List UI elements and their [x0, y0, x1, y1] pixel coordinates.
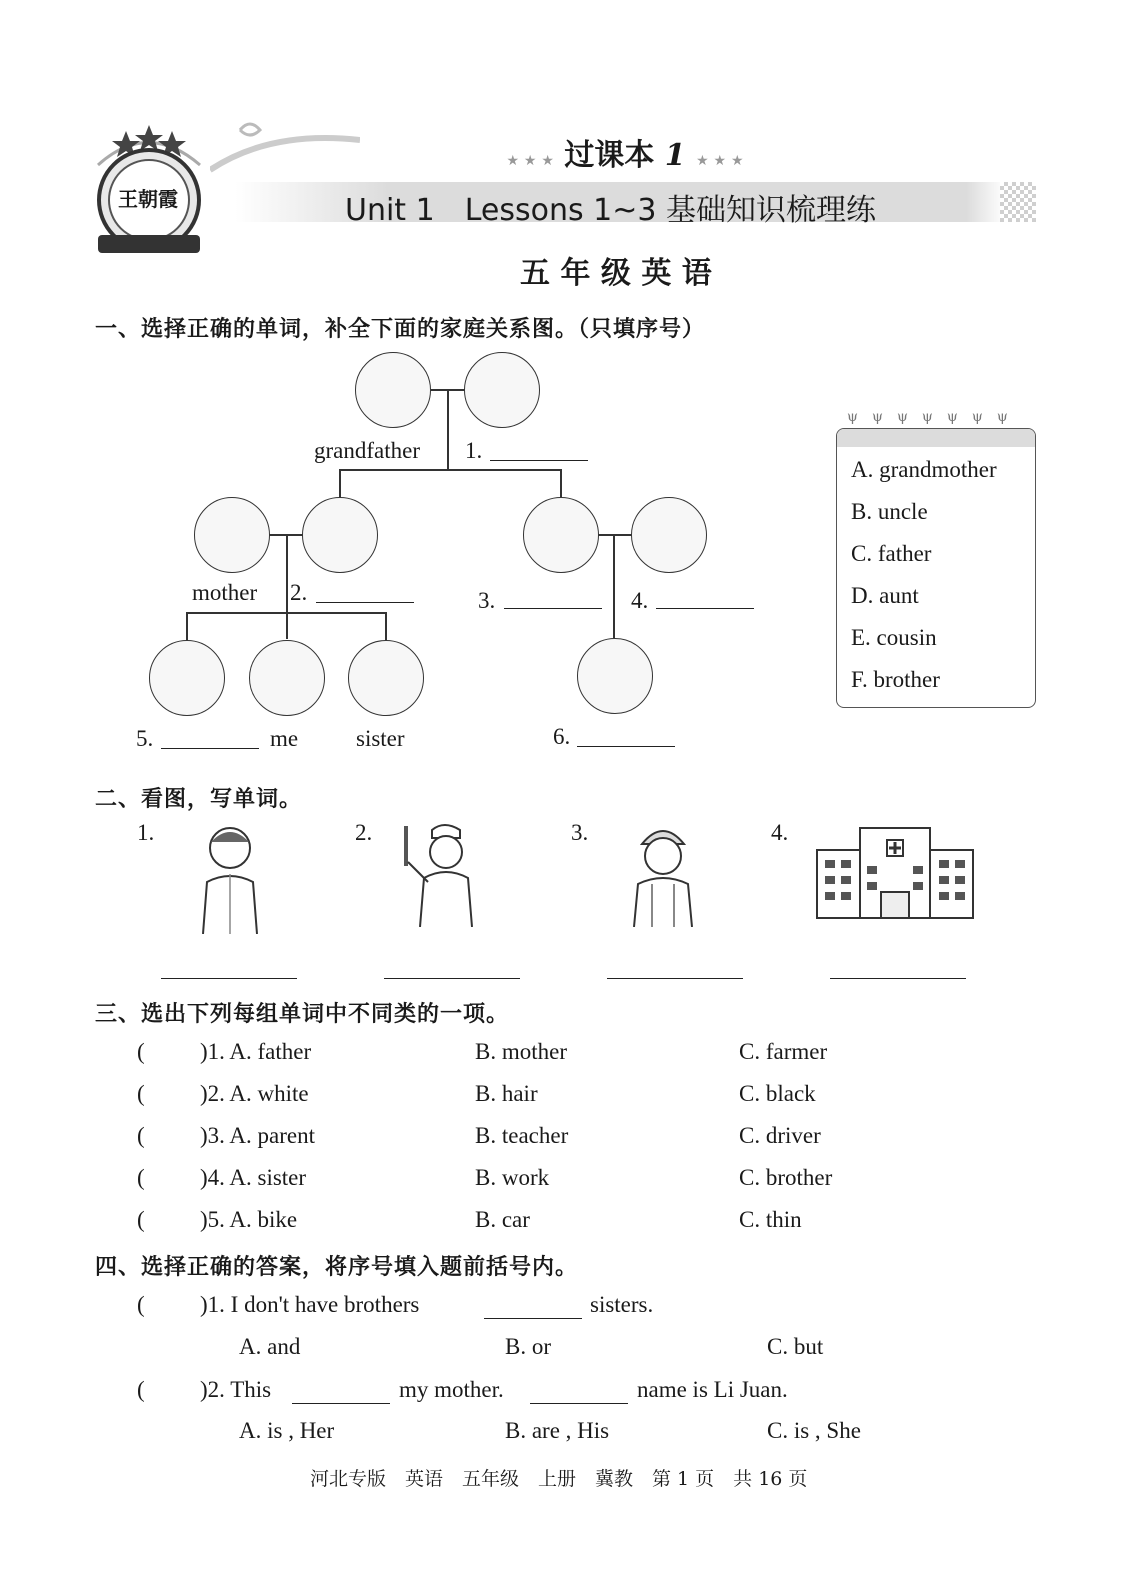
tree-line: [560, 469, 562, 497]
mc-2-question-start: )2. This: [200, 1377, 272, 1402]
answer-paren[interactable]: (: [137, 1292, 145, 1317]
options-box-header: [837, 429, 1035, 447]
series-number: 1: [664, 138, 686, 173]
option-f: F. brother: [851, 667, 940, 692]
picture-number-2: 2.: [355, 820, 373, 845]
mc-1-question-start: )1. I don't have brothers: [200, 1292, 420, 1317]
mc-2-option-c: C. is , She: [767, 1418, 861, 1443]
odd-row-4-a: )4. A. sister: [200, 1165, 307, 1190]
odd-row-5-c: C. thin: [739, 1207, 802, 1232]
tree-line: [286, 534, 288, 639]
odd-row-2-b: B. hair: [475, 1081, 538, 1106]
mc-2-option-a: A. is , Her: [239, 1418, 335, 1443]
tree-line: [186, 612, 386, 614]
odd-row-3-c: C. driver: [739, 1123, 821, 1148]
label-me: me: [270, 726, 299, 751]
answer-paren[interactable]: (: [137, 1207, 145, 1232]
tree-line: [186, 612, 188, 640]
mc-1-option-b: B. or: [505, 1334, 551, 1359]
label-sister: sister: [356, 726, 405, 751]
section-1-title: 一、选择正确的单词，补全下面的家庭关系图。（只填序号）: [95, 317, 706, 342]
label-grandfather: grandfather: [314, 438, 420, 463]
odd-row-1-a: )1. A. father: [200, 1039, 312, 1064]
sprout-decoration: ψψψψψψψ: [847, 409, 1022, 425]
option-b: B. uncle: [851, 499, 928, 524]
subject-title: 五 年 级 英 语: [520, 256, 712, 291]
worker-picture: [628, 822, 698, 927]
section-2-title: 二、看图，写单词。: [95, 787, 303, 812]
answer-paren[interactable]: (: [137, 1377, 145, 1402]
tree-line: [447, 389, 449, 469]
answer-paren[interactable]: (: [137, 1123, 145, 1148]
label-q4: 4.: [631, 588, 649, 613]
star-icon: ★ ★ ★: [506, 153, 554, 169]
tree-line: [613, 534, 615, 638]
grandfather-portrait: [355, 352, 431, 428]
me-portrait: [249, 640, 325, 716]
picture-number-3: 3.: [571, 820, 589, 845]
cousin-portrait: [577, 638, 653, 714]
answer-blank-3[interactable]: [607, 978, 743, 979]
doctor-picture: [195, 822, 265, 934]
odd-row-5-b: B. car: [475, 1207, 530, 1232]
odd-row-5-a: )5. A. bike: [200, 1207, 298, 1232]
label-q3: 3.: [478, 588, 496, 613]
blank-q1[interactable]: [490, 460, 588, 461]
answer-blank-4[interactable]: [830, 978, 966, 979]
answer-paren[interactable]: (: [137, 1165, 145, 1190]
odd-row-2-a: )2. A. white: [200, 1081, 309, 1106]
blank-q6[interactable]: [577, 746, 675, 747]
tree-line: [385, 612, 387, 640]
label-q6: 6.: [553, 724, 571, 749]
tree-line: [598, 534, 632, 536]
tree-line: [339, 469, 341, 497]
blank-q2[interactable]: [316, 602, 414, 603]
mc-1-blank[interactable]: [484, 1318, 582, 1319]
series-label: 过课本: [564, 138, 655, 173]
label-q1: 1.: [465, 438, 483, 463]
grandmother-portrait: [464, 352, 540, 428]
section-3-title: 三、选出下列每组单词中不同类的一项。: [95, 1002, 510, 1027]
mc-2-question-end: name is Li Juan.: [637, 1377, 788, 1402]
mother-portrait: [194, 497, 270, 573]
brother-portrait: [149, 640, 225, 716]
hospital-picture: [815, 826, 975, 921]
option-e: E. cousin: [851, 625, 937, 650]
odd-row-3-a: )3. A. parent: [200, 1123, 315, 1148]
label-q5: 5.: [136, 726, 154, 751]
odd-row-1-c: C. farmer: [739, 1039, 828, 1064]
uncle-portrait: [523, 497, 599, 573]
mc-1-option-a: A. and: [239, 1334, 301, 1359]
answer-paren[interactable]: (: [137, 1081, 145, 1106]
odd-row-3-b: B. teacher: [475, 1123, 569, 1148]
answer-blank-1[interactable]: [161, 978, 297, 979]
logo-text: 王朝霞: [118, 187, 178, 211]
page-footer: 河北专版 英语 五年级 上册 冀教 第 1 页 共 16 页: [310, 1468, 808, 1490]
star-icon: ★ ★ ★: [696, 153, 744, 169]
odd-row-4-c: C. brother: [739, 1165, 833, 1190]
odd-row-4-b: B. work: [475, 1165, 550, 1190]
blank-q4[interactable]: [656, 608, 754, 609]
mc-1-question-end: sisters.: [590, 1292, 654, 1317]
label-mother: mother: [192, 580, 258, 605]
label-q2: 2.: [290, 580, 308, 605]
mc-2-blank-2[interactable]: [530, 1403, 628, 1404]
father-portrait: [302, 497, 378, 573]
mc-1-option-c: C. but: [767, 1334, 824, 1359]
sister-portrait: [348, 640, 424, 716]
option-d: D. aunt: [851, 583, 919, 608]
picture-number-4: 4.: [771, 820, 789, 845]
odd-row-2-c: C. black: [739, 1081, 816, 1106]
option-c: C. father: [851, 541, 932, 566]
option-a: A. grandmother: [851, 457, 997, 482]
nurse-picture: [398, 822, 478, 927]
blank-q3[interactable]: [504, 608, 602, 609]
aunt-portrait: [631, 497, 707, 573]
blank-q5[interactable]: [161, 748, 259, 749]
tree-line: [339, 469, 561, 471]
picture-number-1: 1.: [137, 820, 155, 845]
mc-2-option-b: B. are , His: [505, 1418, 610, 1443]
unit-title: Unit 1 Lessons 1~3 基础知识梳理练: [345, 193, 876, 228]
section-4-title: 四、选择正确的答案，将序号填入题前括号内。: [95, 1255, 579, 1280]
answer-paren[interactable]: (: [137, 1039, 145, 1064]
mc-2-blank-1[interactable]: [292, 1403, 390, 1404]
odd-row-1-b: B. mother: [475, 1039, 567, 1064]
answer-blank-2[interactable]: [384, 978, 520, 979]
mc-2-question-middle: my mother.: [399, 1377, 504, 1402]
